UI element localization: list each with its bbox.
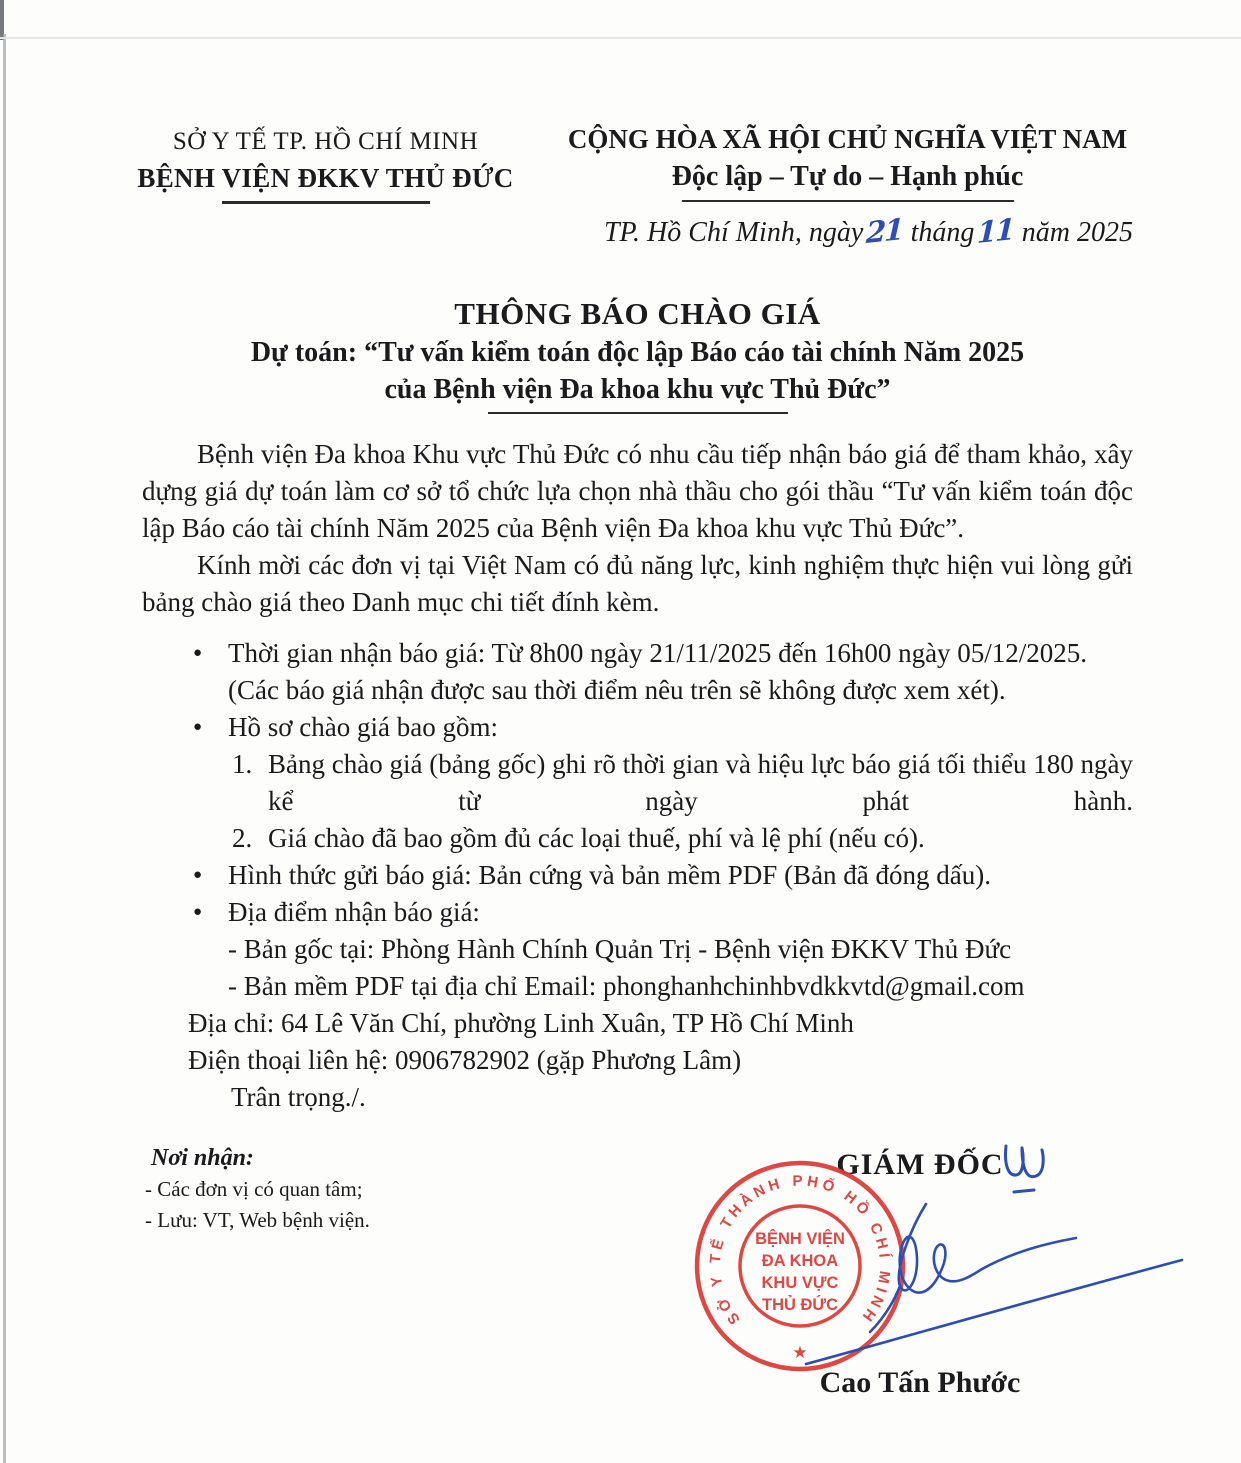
scan-artifact-top-line [0, 37, 1241, 39]
list-item [142, 857, 1133, 894]
signer-name: Cao Tấn Phước [819, 1366, 1021, 1399]
date-suffix: năm 2025 [1021, 217, 1133, 248]
list-item [142, 709, 1133, 746]
signer-title: GIÁM ĐỐC [836, 1148, 1004, 1181]
issuing-org-block [128, 124, 523, 204]
stamp-inner-line: THỦ ĐỨC [761, 1296, 839, 1314]
closing-line: Trân trọng./. [231, 1082, 366, 1112]
number-marker: 1. [232, 749, 253, 779]
org-underline [222, 201, 430, 204]
list-item-text: Bảng chào giá (bảng gốc) ghi rõ thời gian và hiệu lực báo giá tối thiểu 180 ngày kể từ ngày phát hành. [268, 749, 1133, 816]
paragraph: Bệnh viện Đa khoa Khu vực Thủ Đức có nhu cầu tiếp nhận báo giá để tham khảo, xây dựng giá dự toán làm cơ sở tổ chức lựa chọn nhà thầu cho gói thầu “Tư vấn kiểm toán độc lập Báo cáo tài chính Năm 2025 của Bệnh viện Đa khoa khu vực Thủ Đức”. [142, 439, 1133, 543]
bullet-list [142, 635, 1133, 1005]
signature-block [690, 1146, 1150, 1399]
org-parent-name: SỞ Y TẾ TP. HỒ CHÍ MINH [172, 128, 479, 155]
list-item-text: Hồ sơ chào giá bao gồm: [228, 712, 498, 742]
scan-artifact-left-edge [3, 34, 6, 1463]
date-line [556, 211, 1133, 251]
recipient-line: - Lưu: VT, Web bệnh viện. [145, 1208, 370, 1232]
list-item [142, 894, 1133, 931]
list-item [142, 635, 1133, 709]
national-header-block [550, 120, 1145, 202]
bullet-icon: ● [193, 867, 203, 883]
list-item-dash [142, 968, 1133, 1005]
stamp-ring-text: SỞ Y TẾ THÀNH PHỐ HỒ CHÍ MINH [706, 1172, 894, 1328]
address-line: Địa chỉ: 64 Lê Văn Chí, phường Linh Xuân, TP Hồ Chí Minh [188, 1008, 854, 1038]
list-item-note: (Các báo giá nhận được sau thời điểm nêu trên sẽ không được xem xét). [228, 675, 1006, 705]
document-title-block [142, 294, 1133, 414]
list-item-text: - Bản gốc tại: Phòng Hành Chính Quản Trị - Bệnh viện ĐKKV Thủ Đức [228, 934, 1012, 964]
document-title: THÔNG BÁO CHÀO GIÁ [454, 296, 821, 331]
list-item-text: Hình thức gửi báo giá: Bản cứng và bản mềm PDF (Bản đã đóng dấu). [228, 860, 992, 890]
stamp-inner-line: ĐA KHOA [761, 1252, 839, 1270]
handwritten-signature [740, 1186, 1220, 1396]
number-marker: 2. [232, 823, 253, 853]
stamp-star-icon: ★ [792, 1343, 808, 1362]
bullet-icon: ● [193, 719, 203, 735]
list-item-text: Địa điểm nhận báo giá: [228, 897, 480, 927]
handwritten-day: 21 [865, 211, 904, 251]
national-title: CỘNG HÒA XÃ HỘI CHỦ NGHĨA VIỆT NAM [567, 124, 1128, 154]
document-subtitle-line1: Dự toán: “Tư vấn kiểm toán độc lập Báo cáo tài chính Năm 2025 [250, 337, 1025, 368]
motto-underline [682, 200, 1014, 202]
list-item-text: Thời gian nhận báo giá: Từ 8h00 ngày 21/11/2025 đến 16h00 ngày 05/12/2025. [228, 638, 1088, 668]
list-item-text: Giá chào đã bao gồm đủ các loại thuế, phí và lệ phí (nếu có). [268, 823, 925, 853]
org-name: BỆNH VIỆN ĐKKV THỦ ĐỨC [137, 163, 514, 193]
bullet-icon: ● [193, 904, 203, 920]
recipients-label: Nơi nhận: [151, 1145, 254, 1171]
bullet-icon: ● [193, 645, 203, 661]
list-item-numbered [142, 746, 1133, 820]
date-thang: tháng [910, 217, 975, 248]
document-body [142, 436, 1133, 1116]
stamp-inner-line: KHU VỰC [761, 1274, 839, 1292]
paragraph: Kính mời các đơn vị tại Việt Nam có đủ năng lực, kinh nghiệm thực hiện vui lòng gửi bảng chào giá theo Danh mục chi tiết đính kèm. [142, 550, 1133, 617]
phone-line: Điện thoại liên hệ: 0906782902 (gặp Phương Lâm) [188, 1045, 742, 1075]
handwritten-month: 11 [976, 211, 1015, 251]
national-motto: Độc lập – Tự do – Hạnh phúc [671, 161, 1024, 192]
list-item-dash [142, 931, 1133, 968]
title-underline [488, 412, 788, 414]
recipient-line: - Các đơn vị có quan tâm; [145, 1177, 363, 1201]
document-subtitle-line2: của Bệnh viện Đa khoa khu vực Thủ Đức” [384, 374, 891, 405]
recipients-block [145, 1142, 565, 1236]
date-prefix: TP. Hồ Chí Minh, ngày [603, 217, 864, 248]
list-item-text: - Bản mềm PDF tại địa chỉ Email: phonghanhchinhbvdkkvtd@gmail.com [228, 971, 1025, 1001]
list-item-numbered [142, 820, 1133, 857]
stamp-inner-line: BỆNH VIỆN [755, 1230, 845, 1248]
